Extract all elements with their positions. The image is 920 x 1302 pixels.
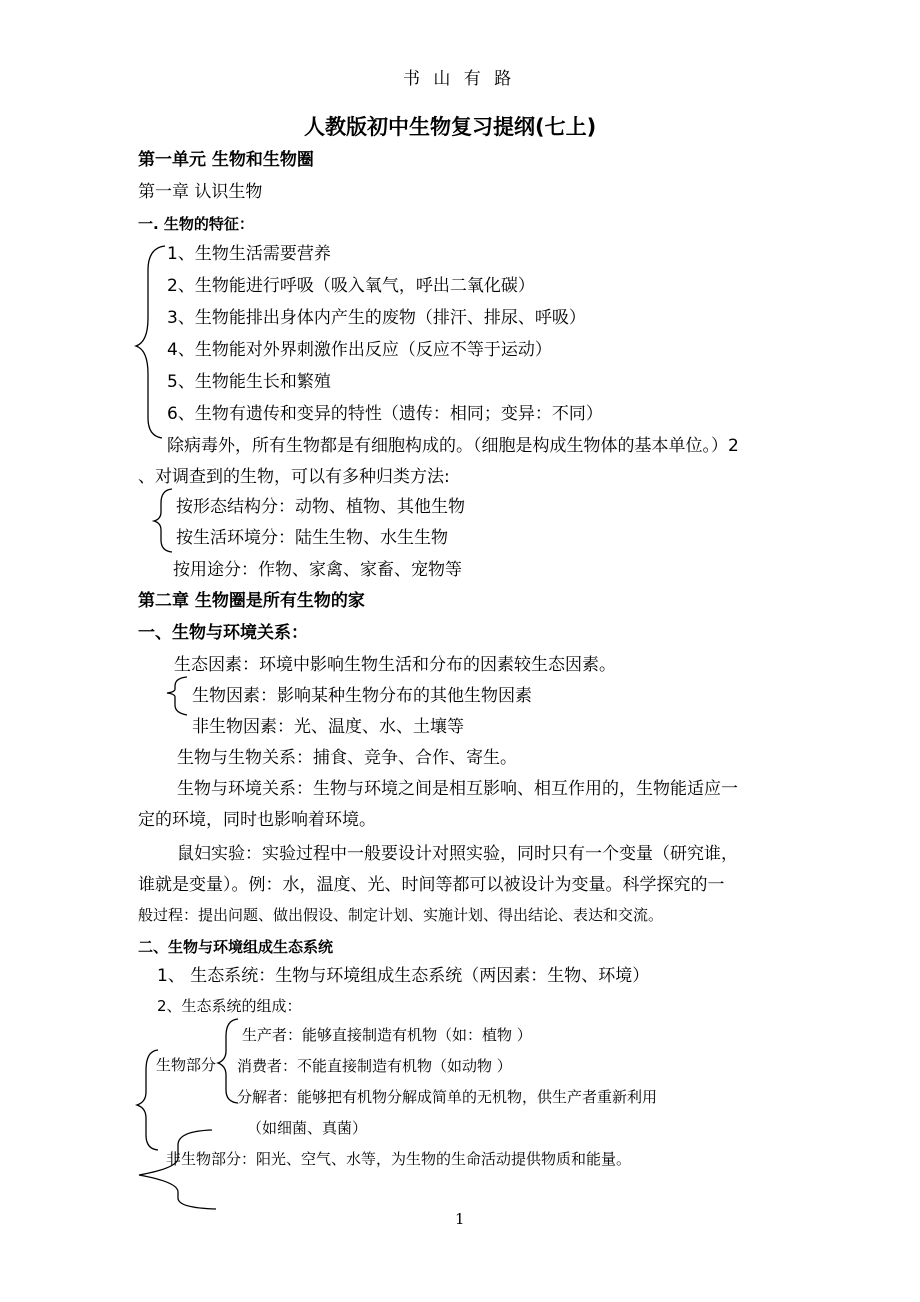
- page-number: 1: [455, 1210, 465, 1228]
- list-item: 非生物因素：光、温度、水、土壤等: [192, 717, 464, 737]
- classify-intro: 、对调查到的生物，可以有多种归类方法:: [138, 467, 450, 487]
- paragraph: 1、 生态系统：生物与环境组成生态系统（两因素：生物、环境）: [157, 966, 650, 986]
- brace-factors: [167, 677, 187, 715]
- list-item: 5、生物能生长和繁殖: [167, 372, 331, 392]
- brace-features: [136, 246, 165, 438]
- list-item: 按生活环境分：陆生生物、水生生物: [176, 528, 448, 548]
- page-title: 人教版初中生物复习提纲(七上): [304, 115, 597, 139]
- list-item: 按形态结构分：动物、植物、其他生物: [176, 497, 465, 517]
- list-item: （如细菌、真菌）: [247, 1119, 368, 1137]
- list-item: 3、生物能排出身体内产生的废物（排汗、排尿、呼吸）: [167, 308, 586, 328]
- list-item: 按用途分：作物、家禽、家畜、宠物等: [173, 560, 462, 580]
- chapter-heading: 第一章 认识生物: [138, 182, 263, 202]
- list-item: 4、生物能对外界刺激作出反应（反应不等于运动）: [167, 340, 552, 360]
- unit-heading: 第一单元 生物和生物圈: [138, 150, 314, 170]
- list-item: 消费者：不能直接制造有机物（如动物 ）: [237, 1057, 512, 1075]
- paragraph: 生物与生物关系：捕食、竞争、合作、寄生。: [177, 748, 517, 768]
- brace-bio-part: [218, 1019, 238, 1103]
- list-item: 分解者：能够把有机物分解成简单的无机物，供生产者重新利用: [237, 1088, 658, 1106]
- section-heading: 一、生物与环境关系：: [138, 623, 308, 643]
- brace-ecosystem: [137, 1050, 158, 1150]
- list-item: 生物因素：影响某种生物分布的其他生物因素: [192, 686, 532, 706]
- paragraph: 2、生态系统的组成：: [157, 997, 302, 1015]
- list-item: 2、生物能进行呼吸（吸入氧气，呼出二氧化碳）: [167, 276, 535, 296]
- chapter-heading: 第二章 生物圈是所有生物的家: [138, 591, 365, 611]
- list-item: 生产者：能够直接制造有机物（如：植物 ）: [242, 1026, 532, 1044]
- paragraph: 生态因素：环境中影响生物生活和分布的因素较生态因素。: [174, 655, 616, 675]
- page-header: 书 山 有 路: [403, 69, 512, 89]
- list-item: 1、生物生活需要营养: [167, 244, 331, 264]
- paragraph: 定的环境，同时也影响着环境。: [138, 810, 376, 830]
- paragraph: 鼠妇实验：实验过程中一般要设计对照实验，同时只有一个变量（研究谁，: [177, 844, 738, 864]
- list-item: 6、生物有遗传和变异的特性（遗传：相同；变异：不同）: [167, 404, 603, 424]
- section-heading: 一. 生物的特征：: [138, 215, 254, 233]
- cell-note: 除病毒外，所有生物都是有细胞构成的。（细胞是构成生物体的基本单位。）2: [167, 436, 739, 456]
- label: 生物部分: [156, 1056, 217, 1074]
- list-item: 非生物部分：阳光、空气、水等，为生物的生命活动提供物质和能量。: [166, 1150, 632, 1168]
- paragraph: 生物与环境关系：生物与环境之间是相互影响、相互作用的，生物能适应一: [177, 779, 738, 799]
- brace-classify: [154, 489, 172, 552]
- section-heading: 二、生物与环境组成生态系统: [138, 938, 334, 956]
- brace-components: [139, 1130, 216, 1209]
- paragraph: 谁就是变量）。例：水，温度、光、时间等都可以被设计为变量。科学探究的一: [138, 875, 725, 895]
- paragraph: 般过程：提出问题、做出假设、制定计划、实施计划、得出结论、表达和交流。: [138, 906, 664, 924]
